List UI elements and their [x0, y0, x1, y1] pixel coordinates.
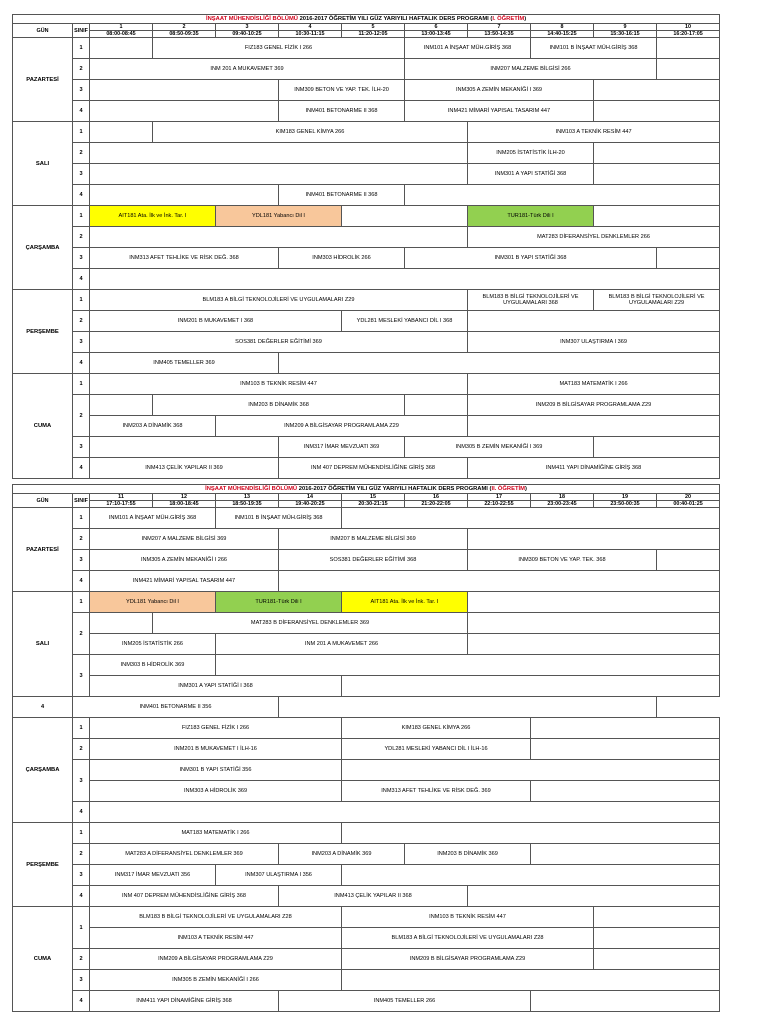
schedule-row [13, 374, 720, 395]
course-cell: INM 201 A MUKAVEMET 266 [216, 634, 468, 655]
empty-slot [90, 613, 153, 634]
slot-time: 18:50-19:35 [216, 501, 279, 508]
day-column-header: GÜN [13, 24, 73, 38]
day-label: ÇARŞAMBA [13, 718, 73, 823]
slot-time: 17:10-17:55 [90, 501, 153, 508]
class-number: 4 [73, 886, 90, 907]
course-cell: AIT181 Ata. İlk ve İnk. Tar. I [90, 206, 216, 227]
slot-number: 3 [216, 24, 279, 31]
schedule-row [13, 613, 720, 634]
course-cell: SOS381 DEĞERLER EĞİTİMİ 369 [90, 332, 468, 353]
course-cell: INM205 İSTATİSTİK İLH-20 [468, 143, 594, 164]
title-close: ) [524, 485, 527, 492]
class-number: 3 [73, 437, 90, 458]
course-cell: INM317 İMAR MEVZUATI 356 [90, 865, 216, 886]
title-program: 2016-2017 ÖĞRETİM YILI GÜZ YARIYILI HAFTALIK DERS PROGRAMI ( [297, 15, 493, 22]
course-cell: INM203 A DİNAMİK 368 [90, 416, 216, 437]
slot-time: 23:00-23:45 [531, 501, 594, 508]
course-cell: INM405 TEMELLER 266 [279, 991, 531, 1012]
schedule-row [13, 550, 720, 571]
slot-time: 21:20-22:05 [405, 501, 468, 508]
slot-number: 16 [405, 494, 468, 501]
slot-number: 11 [90, 494, 153, 501]
course-cell: MAT283 DİFERANSİYEL DENKLEMLER 266 [468, 227, 720, 248]
slot-time: 08:00-08:45 [90, 31, 153, 38]
empty-slot [90, 437, 279, 458]
schedule-title [13, 15, 720, 24]
course-cell: INM201 B MUKAVEMET I İLH-16 [90, 739, 342, 760]
schedule-row [13, 571, 720, 592]
empty-slot [342, 970, 720, 991]
course-cell: KIM183 GENEL KİMYA 266 [153, 122, 468, 143]
class-number: 2 [73, 59, 90, 80]
course-cell: SOS381 DEĞERLER EĞİTİMİ 368 [279, 550, 468, 571]
title-shift: II. ÖĞRETİM [491, 485, 525, 492]
class-number: 4 [73, 353, 90, 374]
empty-slot [90, 395, 153, 416]
course-cell: INM303 A HİDROLİK 369 [90, 781, 342, 802]
empty-slot [90, 227, 468, 248]
course-cell: AIT181 Ata. İlk ve İnk. Tar. I [342, 592, 468, 613]
course-cell: INM401 BETONARME II 368 [279, 101, 405, 122]
class-number: 2 [73, 227, 90, 248]
schedule-row [13, 592, 720, 613]
empty-slot [468, 613, 720, 634]
slot-time: 10:30-11:15 [279, 31, 342, 38]
class-number: 1 [73, 592, 90, 613]
class-number: 4 [13, 697, 73, 718]
class-number: 3 [73, 550, 90, 571]
title-shift: I. ÖĞRETİM [492, 15, 525, 22]
class-number: 2 [73, 311, 90, 332]
course-cell: INM205 İSTATİSTİK 266 [90, 634, 216, 655]
course-cell: INM411 YAPI DİNAMİĞİNE GİRİŞ 368 [468, 458, 720, 479]
empty-slot [342, 760, 720, 781]
course-cell: MAT283 A DİFERANSİYEL DENKLEMLER 369 [90, 844, 279, 865]
empty-slot [90, 802, 720, 823]
course-cell: BLM183 A BİLGİ TEKNOLOJİLERİ VE UYGULAMALARI Z28 [342, 928, 594, 949]
schedule-table-second-shift [12, 484, 720, 1012]
slot-time: 16:20-17:05 [657, 31, 720, 38]
course-cell: INM401 BETONARME II 356 [73, 697, 279, 718]
empty-slot [657, 38, 720, 59]
schedule-row [13, 122, 720, 143]
schedule-title [13, 485, 720, 494]
empty-slot [468, 311, 720, 332]
empty-slot [90, 269, 720, 290]
empty-slot [594, 949, 720, 970]
empty-slot [594, 907, 720, 928]
slot-number: 6 [405, 24, 468, 31]
course-cell: INM317 İMAR MEVZUATI 369 [279, 437, 405, 458]
class-number: 4 [73, 991, 90, 1012]
class-number: 3 [73, 248, 90, 269]
class-number: 1 [73, 718, 90, 739]
slot-time: 13:50-14:35 [468, 31, 531, 38]
schedule-row [13, 529, 720, 550]
schedule-row [13, 718, 720, 739]
slot-number: 19 [594, 494, 657, 501]
course-cell: INM103 B TEKNİK RESİM 447 [342, 907, 594, 928]
course-cell: INM305 B ZEMİN MEKANİĞİ I 369 [405, 437, 594, 458]
slot-time: 19:40-20:25 [279, 501, 342, 508]
course-cell: INM103 A TEKNİK RESİM 447 [90, 928, 342, 949]
class-number: 1 [73, 508, 90, 529]
course-cell: INM405 TEMELLER 369 [90, 353, 279, 374]
title-department: İNŞAAT MÜHENDİSLİĞİ BÖLÜMÜ [205, 15, 298, 22]
class-number: 1 [73, 290, 90, 311]
empty-slot [90, 101, 279, 122]
class-number: 3 [73, 332, 90, 353]
course-cell: YDL181 Yabancı Dil I [90, 592, 216, 613]
course-cell: INM209 A BİLGİSAYAR PROGRAMLAMA Z29 [216, 416, 468, 437]
schedule-row [13, 101, 720, 122]
empty-slot [90, 80, 279, 101]
schedule-row [13, 697, 720, 718]
course-cell: INM303 HİDROLİK 266 [279, 248, 405, 269]
slot-number: 18 [531, 494, 594, 501]
day-label: SALI [13, 122, 73, 206]
class-number: 4 [73, 458, 90, 479]
empty-slot [468, 886, 720, 907]
empty-slot [531, 718, 720, 739]
empty-slot [594, 143, 720, 164]
schedule-row [13, 865, 720, 886]
day-label: PERŞEMBE [13, 823, 73, 907]
course-cell: TUR181-Türk Dili I [216, 592, 342, 613]
schedule-row [13, 38, 720, 59]
title-close: ) [524, 15, 527, 22]
course-cell: INM101 A İNŞAAT MÜH.GİRİŞ 368 [90, 508, 216, 529]
class-number: 4 [73, 802, 90, 823]
course-cell: INM301 B YAPI STATİĞİ 368 [405, 248, 657, 269]
class-number: 1 [73, 38, 90, 59]
schedule-row [13, 991, 720, 1012]
slot-number: 2 [153, 24, 216, 31]
class-number: 1 [73, 907, 90, 949]
course-cell: YDL281 MESLEKİ YABANCI DİL I İLH-16 [342, 739, 531, 760]
course-cell: INM101 A İNŞAAT MÜH.GİRİŞ 368 [405, 38, 531, 59]
course-cell: INM209 B BİLGİSAYAR PROGRAMLAMA Z29 [468, 395, 720, 416]
class-column-header: SINIF [73, 24, 90, 38]
slot-time: 15:30-16:15 [594, 31, 657, 38]
empty-slot [594, 928, 720, 949]
course-cell: TUR181-Türk Dili I [468, 206, 594, 227]
empty-slot [342, 676, 720, 697]
schedule-row [13, 290, 720, 311]
course-cell: INM309 BETON VE YAP. TEK. 368 [468, 550, 657, 571]
course-cell: INM309 BETON VE YAP. TEK. İLH-20 [279, 80, 405, 101]
course-cell: BLM183 B BİLGİ TEKNOLOJİLERİ VE UYGULAMALARI 368 [468, 290, 594, 311]
course-cell: INM305 B ZEMİN MEKANİĞİ I 266 [90, 970, 342, 991]
class-number: 1 [73, 374, 90, 395]
schedule-row [13, 185, 720, 206]
course-cell: INM301 A YAPI STATİĞİ 368 [468, 164, 594, 185]
schedule-table-first-shift [12, 14, 720, 479]
course-cell: INM103 A TEKNİK RESİM 447 [468, 122, 720, 143]
class-number: 3 [73, 865, 90, 886]
schedule-row [13, 949, 720, 970]
course-cell: MAT283 B DİFERANSİYEL DENKLEMLER 369 [153, 613, 468, 634]
course-cell: INM209 B BİLGİSAYAR PROGRAMLAMA Z29 [342, 949, 594, 970]
slot-time: 00:40-01:25 [657, 501, 720, 508]
slot-number: 20 [657, 494, 720, 501]
slot-number: 4 [279, 24, 342, 31]
course-cell: KIM183 GENEL KİMYA 266 [342, 718, 531, 739]
class-number: 3 [73, 970, 90, 991]
schedule-row [13, 739, 720, 760]
class-number: 1 [73, 206, 90, 227]
title-department: İNŞAAT MÜHENDİSLİĞİ BÖLÜMÜ [205, 485, 298, 492]
slot-number: 13 [216, 494, 279, 501]
empty-slot [342, 206, 468, 227]
day-label: PERŞEMBE [13, 290, 73, 374]
empty-slot [594, 206, 720, 227]
slot-number: 12 [153, 494, 216, 501]
empty-slot [531, 844, 720, 865]
class-number: 4 [73, 571, 90, 592]
class-number: 2 [73, 613, 90, 655]
title-program: 2016-2017 ÖĞRETİM YILI GÜZ YARIYILI HAFTALIK DERS PROGRAMI ( [297, 485, 492, 492]
empty-slot [90, 143, 468, 164]
schedule-row [13, 886, 720, 907]
schedule-row [13, 248, 720, 269]
empty-slot [468, 529, 720, 550]
course-cell: FIZ183 GENEL FİZİK I 266 [90, 718, 342, 739]
day-label: CUMA [13, 907, 73, 1012]
empty-slot [342, 508, 720, 529]
slot-time: 08:50-09:35 [153, 31, 216, 38]
course-cell: BLM183 B BİLGİ TEKNOLOJİLERİ VE UYGULAMALARI Z29 [594, 290, 720, 311]
schedule-row [13, 458, 720, 479]
slot-number: 1 [90, 24, 153, 31]
class-number: 2 [73, 949, 90, 970]
course-cell: INM207 B MALZEME BİLGİSİ 369 [279, 529, 468, 550]
slot-number: 8 [531, 24, 594, 31]
course-cell: INM421 MİMARİ YAPISAL TASARIM 447 [405, 101, 594, 122]
course-cell: INM201 B MUKAVEMET I 368 [90, 311, 342, 332]
schedule-row [13, 332, 720, 353]
empty-slot [468, 592, 720, 613]
day-label: PAZARTESİ [13, 508, 73, 592]
course-cell: INM305 A ZEMİN MEKANİĞİ I 266 [90, 550, 279, 571]
course-cell: INM203 B DİNAMİK 368 [153, 395, 405, 416]
schedule-row [13, 802, 720, 823]
course-cell: BLM183 A BİLGİ TEKNOLOJİLERİ VE UYGULAMALARI Z29 [90, 290, 468, 311]
class-number: 2 [73, 529, 90, 550]
schedule-row [13, 269, 720, 290]
empty-slot [657, 248, 720, 269]
slot-time: 11:20-12:05 [342, 31, 405, 38]
empty-slot [468, 634, 720, 655]
schedule-row [13, 416, 720, 437]
empty-slot [594, 80, 720, 101]
course-cell: INM305 A ZEMİN MEKANİĞİ I 369 [405, 80, 594, 101]
day-column-header: GÜN [13, 494, 73, 508]
course-cell: INM301 A YAPI STATİĞİ I 368 [90, 676, 342, 697]
course-cell: INM413 ÇELİK YAPILAR II 368 [279, 886, 468, 907]
class-column-header: SINIF [73, 494, 90, 508]
schedule-row [13, 164, 720, 185]
course-cell: FIZ183 GENEL FİZİK I 266 [153, 38, 405, 59]
class-number: 1 [73, 823, 90, 844]
empty-slot [216, 655, 720, 676]
schedule-row [13, 928, 720, 949]
class-number: 4 [73, 101, 90, 122]
course-cell: INM209 A BİLGİSAYAR PROGRAMLAMA Z29 [90, 949, 342, 970]
schedule-row [13, 781, 720, 802]
course-cell: INM401 BETONARME II 368 [279, 185, 405, 206]
schedule-row [13, 353, 720, 374]
day-label: CUMA [13, 374, 73, 479]
empty-slot [594, 101, 720, 122]
schedule-row [13, 907, 720, 928]
schedule-row [13, 508, 720, 529]
slot-number: 15 [342, 494, 405, 501]
slot-number: 10 [657, 24, 720, 31]
course-cell: INM413 ÇELİK YAPILAR II 369 [90, 458, 279, 479]
empty-slot [531, 991, 720, 1012]
class-number: 2 [73, 143, 90, 164]
class-number: 3 [73, 760, 90, 802]
day-label: PAZARTESİ [13, 38, 73, 122]
course-cell: INM 407 DEPREM MÜHENDİSLİĞİNE GİRİŞ 368 [90, 886, 279, 907]
course-cell: YDL181 Yabancı Dil I [216, 206, 342, 227]
empty-slot [90, 122, 153, 143]
slot-time: 09:40-10:25 [216, 31, 279, 38]
empty-slot [657, 59, 720, 80]
empty-slot [342, 865, 720, 886]
empty-slot [90, 185, 279, 206]
class-number: 1 [73, 122, 90, 143]
course-cell: INM203 A DİNAMİK 369 [279, 844, 405, 865]
slot-time: 20:30-21:15 [342, 501, 405, 508]
course-cell: INM313 AFET TEHLİKE VE RİSK DEĞ. 369 [342, 781, 531, 802]
class-number: 3 [73, 80, 90, 101]
empty-slot [90, 164, 468, 185]
empty-slot [342, 823, 720, 844]
course-cell: INM207 MALZEME BİLGİSİ 266 [405, 59, 657, 80]
empty-slot [468, 416, 720, 437]
empty-slot [531, 739, 720, 760]
course-cell: INM301 B YAPI STATİĞİ 356 [90, 760, 342, 781]
schedule-row [13, 970, 720, 991]
course-cell: INM421 MİMARİ YAPISAL TASARIM 447 [90, 571, 279, 592]
class-number: 3 [73, 655, 90, 697]
empty-slot [657, 550, 720, 571]
course-cell: INM203 B DİNAMİK 369 [405, 844, 531, 865]
slot-time: 22:10-22:55 [468, 501, 531, 508]
course-cell: INM103 B TEKNİK RESİM 447 [90, 374, 468, 395]
course-cell: YDL281 MESLEKİ YABANCI DİL I 368 [342, 311, 468, 332]
course-cell: INM 407 DEPREM MÜHENDİSLİĞİNE GİRİŞ 368 [279, 458, 468, 479]
empty-slot [279, 353, 720, 374]
class-number: 3 [73, 164, 90, 185]
empty-slot [90, 38, 153, 59]
class-number: 2 [73, 395, 90, 437]
course-cell: MAT183 MATEMATİK I 266 [90, 823, 342, 844]
class-number: 2 [73, 739, 90, 760]
empty-slot [405, 185, 720, 206]
course-cell: INM313 AFET TEHLİKE VE RİSK DEĞ. 368 [90, 248, 279, 269]
schedule-row [13, 655, 720, 676]
schedule-row [13, 676, 720, 697]
empty-slot [594, 437, 720, 458]
day-label: ÇARŞAMBA [13, 206, 73, 290]
schedule-row [13, 59, 720, 80]
schedule-row [13, 311, 720, 332]
class-number: 2 [73, 844, 90, 865]
course-cell: INM101 B İNŞAAT MÜH.GİRİŞ 368 [531, 38, 657, 59]
schedule-row [13, 437, 720, 458]
course-cell: INM303 B HİDROLİK 369 [90, 655, 216, 676]
empty-slot [531, 781, 720, 802]
slot-time: 14:40-15:25 [531, 31, 594, 38]
slot-number: 17 [468, 494, 531, 501]
slot-time: 13:00-13:45 [405, 31, 468, 38]
schedule-row [13, 823, 720, 844]
slot-number: 7 [468, 24, 531, 31]
empty-slot [405, 395, 468, 416]
slot-number: 5 [342, 24, 405, 31]
course-cell: INM207 A MALZEME BİLGİSİ 369 [90, 529, 279, 550]
slot-number: 9 [594, 24, 657, 31]
slot-time: 18:00-18:45 [153, 501, 216, 508]
empty-slot [279, 697, 657, 718]
course-cell: INM411 YAPI DİNAMİĞİNE GİRİŞ 368 [90, 991, 279, 1012]
day-label: SALI [13, 592, 73, 697]
course-cell: INM307 ULAŞTIRMA I 369 [468, 332, 720, 353]
course-cell: INM 201 A MUKAVEMET 369 [90, 59, 405, 80]
schedule-row [13, 844, 720, 865]
slot-time: 23:50-00:35 [594, 501, 657, 508]
course-cell: BLM183 B BİLGİ TEKNOLOJİLERİ VE UYGULAMALARI Z28 [90, 907, 342, 928]
schedule-row [13, 80, 720, 101]
course-cell: INM307 ULAŞTIRMA I 356 [216, 865, 342, 886]
schedule-row [13, 143, 720, 164]
schedule-row [13, 634, 720, 655]
course-cell: MAT183 MATEMATİK I 266 [468, 374, 720, 395]
schedule-row [13, 395, 720, 416]
course-cell: INM101 B İNŞAAT MÜH.GİRİŞ 368 [216, 508, 342, 529]
empty-slot [279, 571, 720, 592]
class-number: 4 [73, 269, 90, 290]
class-number: 4 [73, 185, 90, 206]
schedule-row [13, 760, 720, 781]
slot-number: 14 [279, 494, 342, 501]
schedule-row [13, 206, 720, 227]
empty-slot [594, 164, 720, 185]
schedule-row [13, 227, 720, 248]
